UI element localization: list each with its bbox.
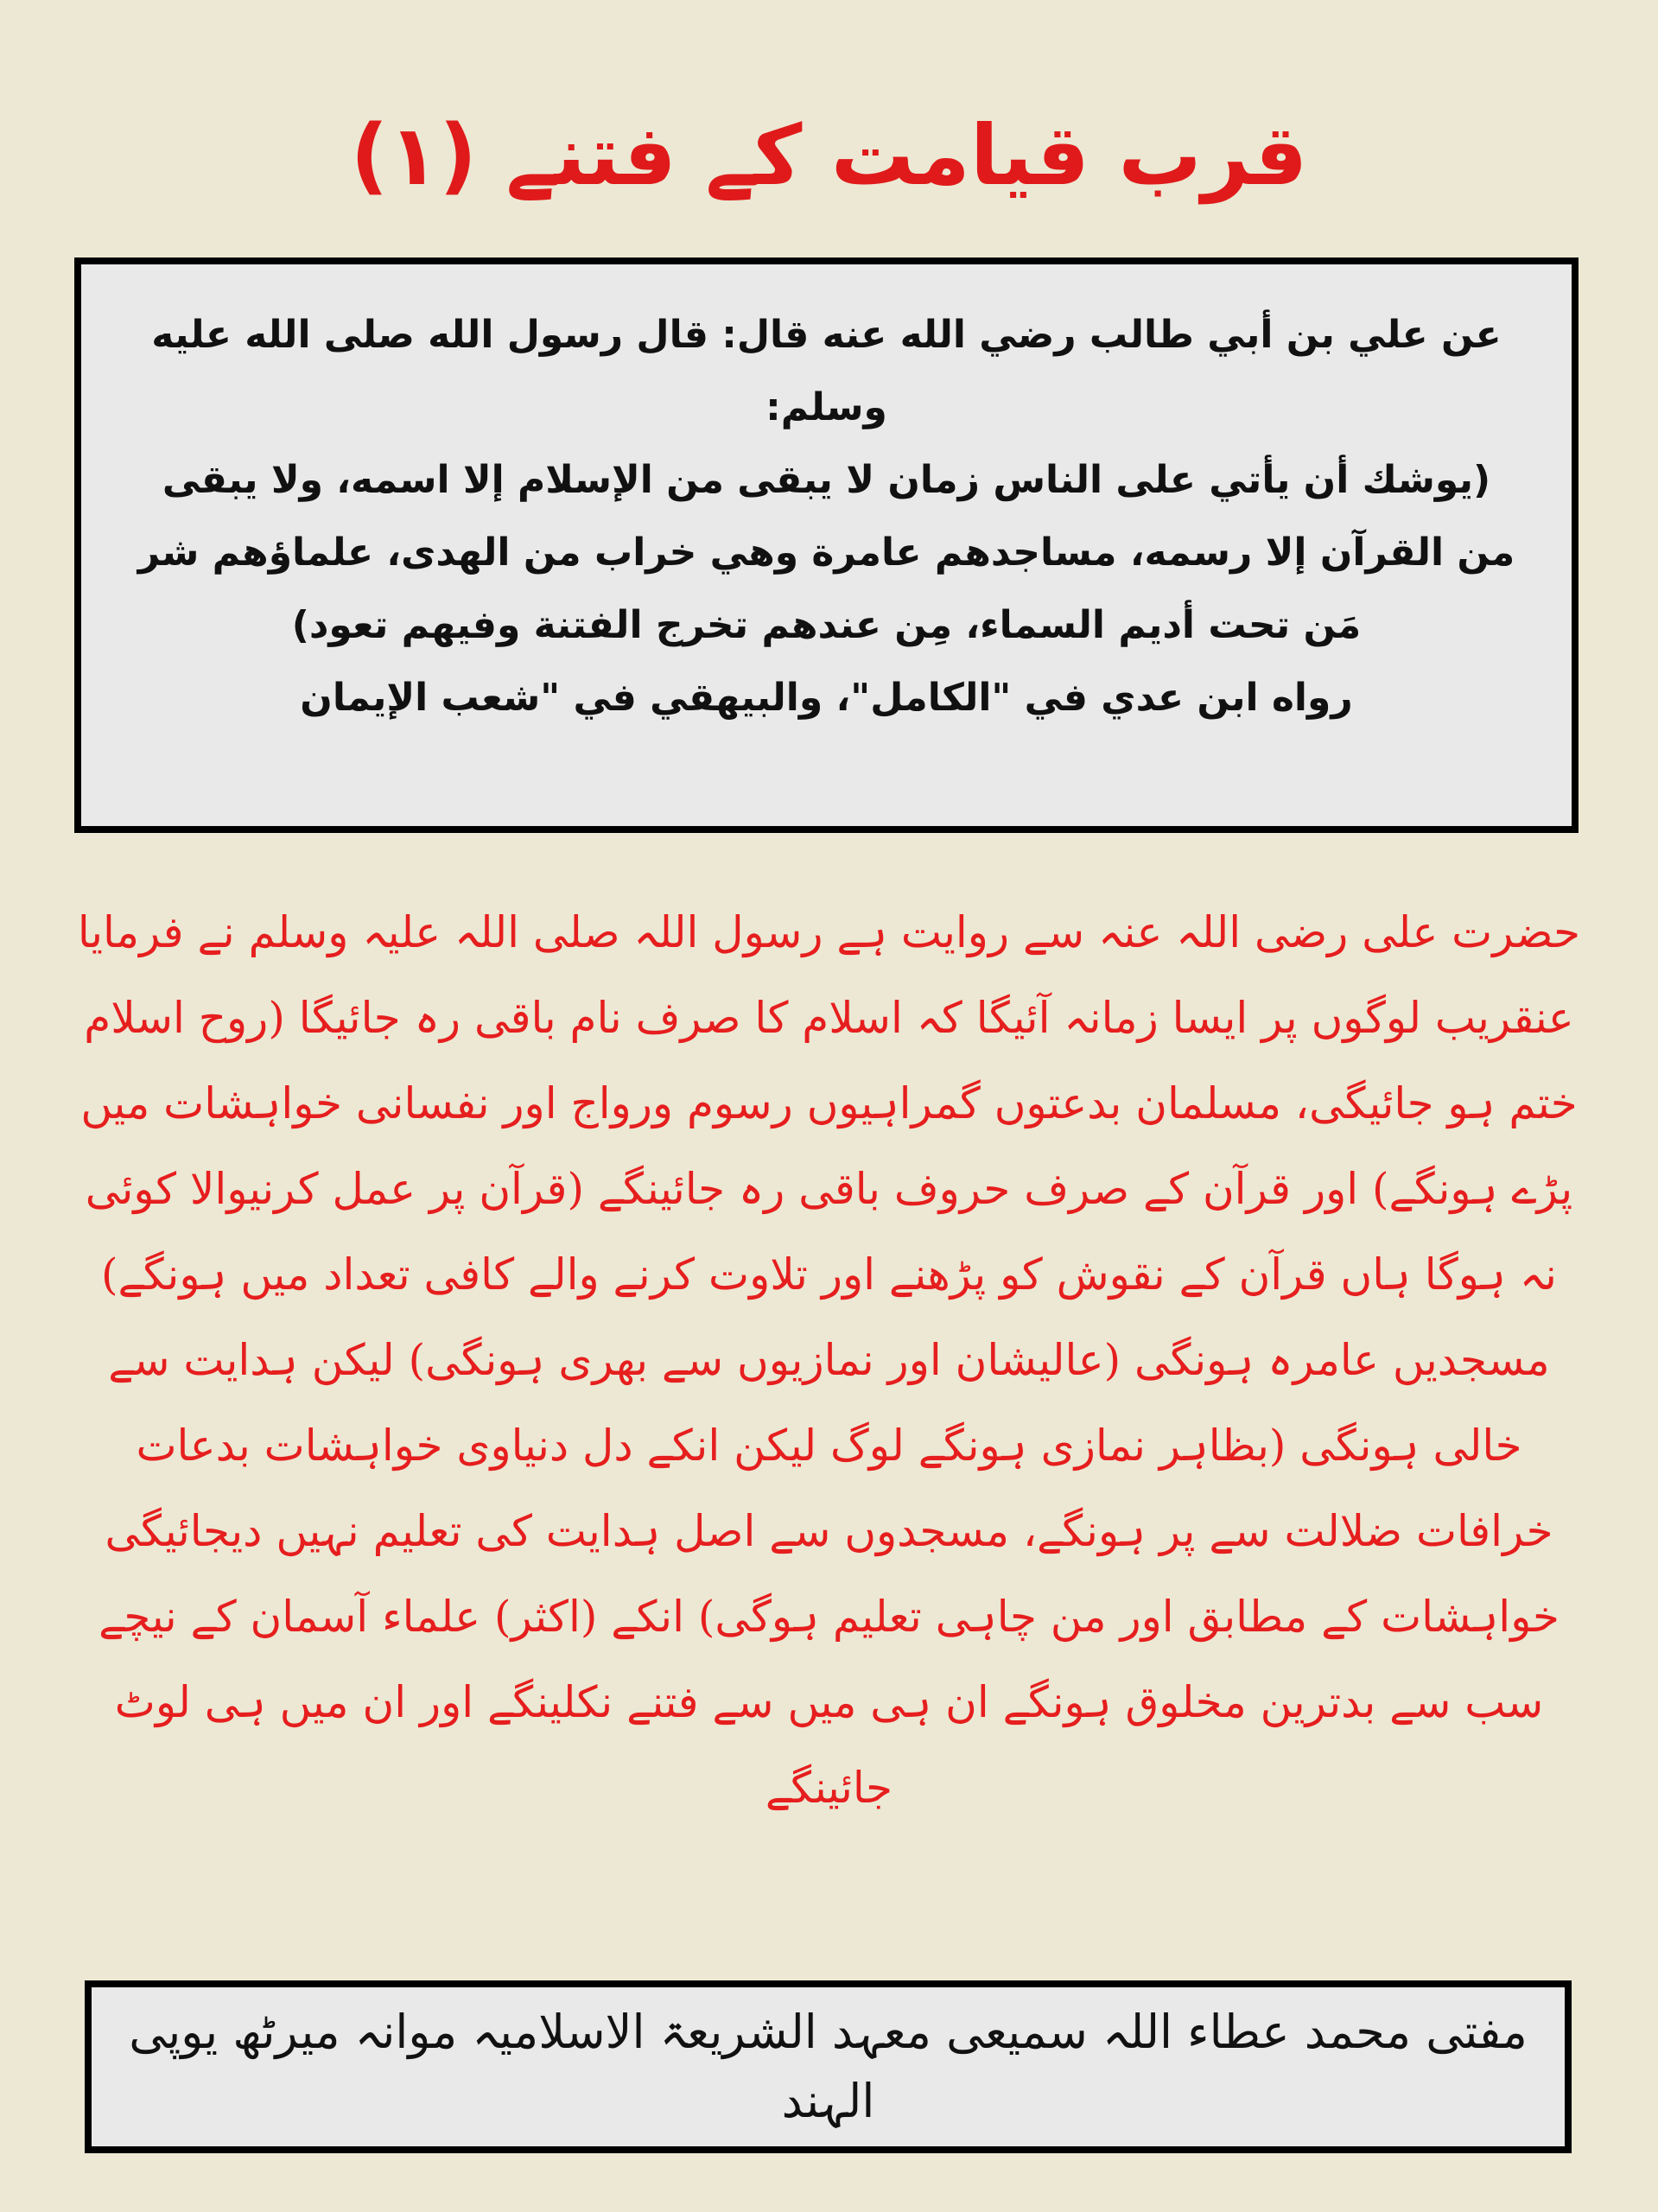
hadith-narration: عن علي بن أبي طالب رضي الله عنه قال: قال رسول الله صلى الله عليه وسلم:: [151, 313, 1502, 429]
urdu-translation: حضرت علی رضی اللہ عنہ سے روایت ہے رسول اللہ صلی اللہ علیہ وسلم نے فرمایا عنقریب لوگوں پر ایسا زمانہ آئیگا کہ اسلام کا صرف نام باقی رہ جائیگا (روح اسلام ختم ہو جائیگی، مسلمان بدعتوں گمراہیوں رسوم ورواج اور نفسانی خواہشات میں پڑے ہونگے) اور قرآن کے صرف حروف باقی رہ جائینگے (قرآن پر عمل کرنیوالا کوئی نہ ہوگا ہاں قرآن کے نقوش کو پڑھنے اور تلاوت کرنے والے کافی تعداد میں ہونگے) مسجدیں عامرہ ہونگی (عالیشان اور نمازیوں سے بھری ہونگی) لیکن ہدایت سے خالی ہونگی (بظاہر نمازی ہونگے لوگ لیکن انکے دل دنیاوی خواہشات بدعات خرافات ضلالت سے پر ہونگے، مسجدوں سے اصل ہدایت کی تعلیم نہیں دیجائیگی خواہشات کے مطابق اور من چاہی تعلیم ہوگی) انکے (اکثر) علماء آسمان کے نیچے سب سے بدترین مخلوق ہونگے ان ہی میں سے فتنے نکلینگے اور ان میں ہی لوٹ جائینگے: [77, 907, 1581, 1813]
hadith-text: (يوشك أن يأتي على الناس زمان لا يبقى من الإسلام إلا اسمه، ولا يبقى من القرآن إلا رسمه، مساجدهم عامرة وهي خراب من الهدى، علماؤهم شر مَن تحت أديم السماء، مِن عندهم تخرج الفتنة وفيهم تعود): [137, 458, 1515, 647]
author-box: [85, 1980, 1572, 2153]
author-name: مفتی محمد عطاء اللہ سمیعی معہد الشریعۃ الاسلامیہ موانہ میرٹھ یوپی الہند: [129, 2005, 1528, 2128]
hadith-reference: رواه ابن عدي في "الكامل"، والبيهقي في "شعب الإيمان: [300, 676, 1353, 720]
hadith-box: [74, 257, 1579, 833]
page-title: قرب قیامت کے فتنے (۱): [350, 107, 1308, 204]
